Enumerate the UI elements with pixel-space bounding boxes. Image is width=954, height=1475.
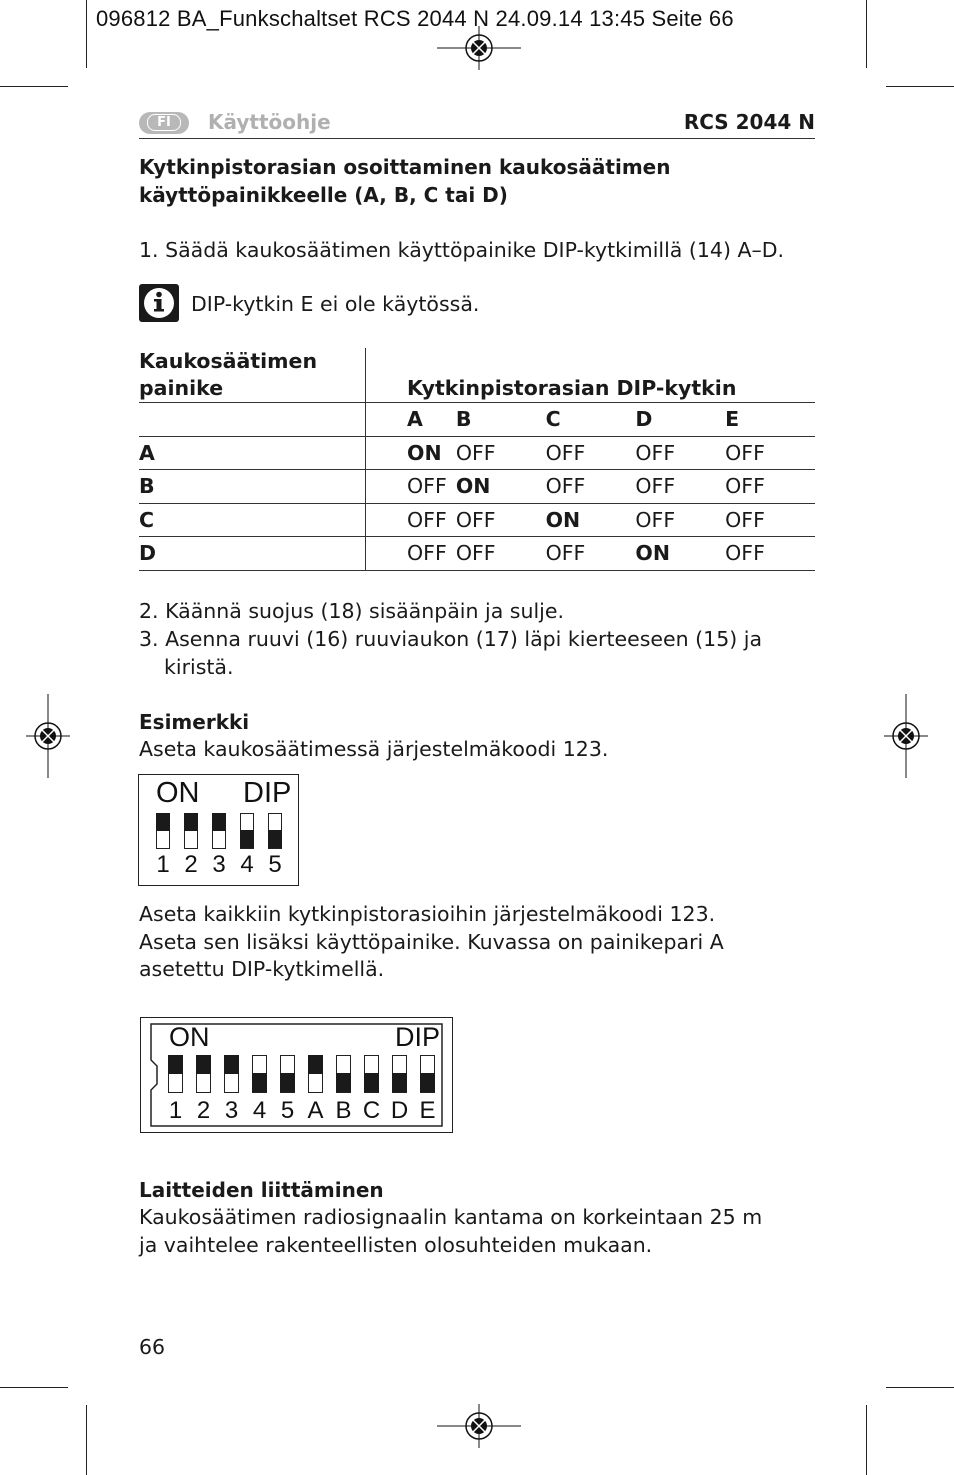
dip-on-label: ON	[156, 777, 200, 809]
table-cell: OFF	[635, 436, 725, 470]
dip-label: DIP	[395, 1022, 441, 1052]
column-header: A	[366, 403, 456, 437]
table-row	[139, 537, 815, 571]
dip-switch-label: B	[335, 1097, 352, 1124]
dip-switch-knob	[268, 830, 282, 848]
table-cell: OFF	[635, 503, 725, 537]
registration-mark-icon	[884, 694, 928, 778]
table-row	[139, 436, 815, 470]
dip-switch	[336, 1055, 351, 1093]
crop-mark	[86, 1405, 87, 1475]
table-header-socket: Kytkinpistorasian DIP-kytkin	[407, 376, 737, 400]
section-heading: Kytkinpistorasian osoittaminen kaukosäätimen käyttöpainikkeelle (A, B, C tai D)	[139, 155, 671, 207]
dip-switch-label: C	[362, 1097, 381, 1124]
step-1: 1. Säädä kaukosäätimen käyttöpainike DIP-kytkimillä (14) A–D.	[139, 238, 785, 262]
table-cell: ON	[456, 470, 546, 504]
dip-switch-label: 4	[252, 1097, 267, 1124]
table-cell: OFF	[546, 537, 636, 571]
row-label: B	[139, 470, 366, 504]
table-cell: OFF	[725, 537, 815, 571]
dip-switch-knob	[168, 1055, 183, 1074]
dip-switch-knob	[196, 1055, 211, 1074]
column-header: C	[546, 403, 636, 437]
example-text-line: Aseta kaikkiin kytkinpistorasioihin järjestelmäkoodi 123.	[139, 902, 716, 926]
dip-switch	[308, 1055, 323, 1093]
table-cell: OFF	[725, 503, 815, 537]
crop-mark	[0, 1387, 68, 1388]
dip-table	[139, 348, 815, 571]
crop-mark	[886, 1387, 954, 1388]
dip-switch	[212, 813, 226, 849]
dip-switch	[168, 1055, 183, 1093]
row-label: D	[139, 537, 366, 571]
table-column-row	[139, 403, 815, 437]
row-label: C	[139, 503, 366, 537]
registration-mark-icon	[26, 694, 70, 778]
crop-mark	[886, 86, 954, 87]
dip-switch	[252, 1055, 267, 1093]
dip-switch	[156, 813, 170, 849]
table-cell: ON	[546, 503, 636, 537]
crop-mark	[86, 0, 87, 68]
step-3: 3. Asenna ruuvi (16) ruuviaukon (17) läpi kierteeseen (15) ja	[139, 627, 763, 651]
dip-switch-label: 1	[156, 851, 170, 878]
crop-mark	[0, 86, 68, 87]
dip-switch-knob	[336, 1073, 351, 1092]
example-text: Aseta kaukosäätimessä järjestelmäkoodi 123.	[139, 737, 609, 761]
manual-label: Käyttöohje	[208, 110, 331, 134]
dip-switch-knob	[184, 813, 198, 831]
dip-switch-label: E	[419, 1097, 436, 1124]
table-cell: ON	[635, 537, 725, 571]
dip-switch-socket	[140, 1017, 453, 1133]
page-number: 66	[139, 1335, 166, 1359]
table-row	[139, 470, 815, 504]
column-header: D	[635, 403, 725, 437]
dip-switch-knob	[392, 1073, 407, 1092]
connect-text: ja vaihtelee rakenteellisten olosuhteiden mukaan.	[139, 1233, 653, 1257]
table-cell: OFF	[546, 436, 636, 470]
example-text-line: asetettu DIP-kytkimellä.	[139, 957, 385, 981]
table-cell: ON	[366, 436, 456, 470]
table-cell: OFF	[725, 470, 815, 504]
dip-switch	[268, 813, 282, 849]
dip-switch-knob	[240, 830, 254, 848]
dip-switch-label: 5	[268, 851, 282, 878]
table-cell: OFF	[456, 503, 546, 537]
crop-mark	[866, 1405, 867, 1475]
dip-switch	[420, 1055, 435, 1093]
dip-switch	[280, 1055, 295, 1093]
dip-switch-knob	[420, 1073, 435, 1092]
page-header	[139, 110, 815, 139]
dip-switch-knob	[224, 1055, 239, 1074]
dip-switch	[196, 1055, 211, 1093]
registration-mark-icon	[437, 26, 521, 70]
dip-switch-knob	[212, 813, 226, 831]
info-icon	[139, 284, 179, 322]
dip-switch-knob	[252, 1073, 267, 1092]
table-cell: OFF	[366, 470, 456, 504]
info-note: DIP-kytkin E ei ole käytössä.	[191, 292, 480, 316]
step-3-continued: kiristä.	[164, 655, 234, 679]
table-cell: OFF	[546, 470, 636, 504]
dip-switch-label: 5	[280, 1097, 295, 1124]
dip-switch-label: 2	[184, 851, 198, 878]
dip-switch-knob	[280, 1073, 295, 1092]
dip-switch-label: D	[390, 1097, 409, 1124]
dip-switch-label: A	[307, 1097, 324, 1124]
dip-switch-knob	[156, 813, 170, 831]
example-heading: Esimerkki	[139, 710, 250, 734]
dip-switch	[240, 813, 254, 849]
crop-mark	[866, 0, 867, 68]
registration-mark-icon	[437, 1404, 521, 1448]
table-header-button: Kaukosäätimen painike	[139, 348, 366, 403]
table-header-row	[139, 348, 815, 403]
column-header: B	[456, 403, 546, 437]
table-cell: OFF	[366, 537, 456, 571]
dip-switch	[392, 1055, 407, 1093]
dip-switch-remote	[138, 774, 299, 886]
dip-switch-label: 1	[168, 1097, 183, 1124]
table-cell: OFF	[456, 537, 546, 571]
dip-switch	[224, 1055, 239, 1093]
table-row	[139, 503, 815, 537]
language-badge: FI	[139, 112, 189, 134]
table-cell: OFF	[456, 436, 546, 470]
model-label: RCS 2044 N	[683, 110, 815, 134]
dip-switch	[184, 813, 198, 849]
dip-switch-knob	[364, 1073, 379, 1092]
dip-on-label: ON	[169, 1022, 210, 1052]
connect-text: Kaukosäätimen radiosignaalin kantama on korkeintaan 25 m	[139, 1205, 763, 1229]
table-cell: OFF	[725, 436, 815, 470]
dip-switch	[364, 1055, 379, 1093]
print-header: 096812 BA_Funkschaltset RCS 2044 N 24.09.14 13:45 Seite 66	[96, 6, 734, 31]
dip-switch-label: 3	[224, 1097, 239, 1124]
dip-switch-label: 4	[240, 851, 254, 878]
row-label: A	[139, 436, 366, 470]
table-cell: OFF	[366, 503, 456, 537]
example-text-line: Aseta sen lisäksi käyttöpainike. Kuvassa on painikepari A	[139, 930, 724, 954]
table-cell: OFF	[635, 470, 725, 504]
dip-label: DIP	[243, 777, 292, 809]
dip-switch-label: 2	[196, 1097, 211, 1124]
connect-heading: Laitteiden liittäminen	[139, 1178, 384, 1202]
column-header: E	[725, 403, 815, 437]
dip-switch-knob	[308, 1055, 323, 1074]
step-2: 2. Käännä suojus (18) sisäänpäin ja sulje.	[139, 599, 564, 623]
dip-switch-label: 3	[212, 851, 226, 878]
